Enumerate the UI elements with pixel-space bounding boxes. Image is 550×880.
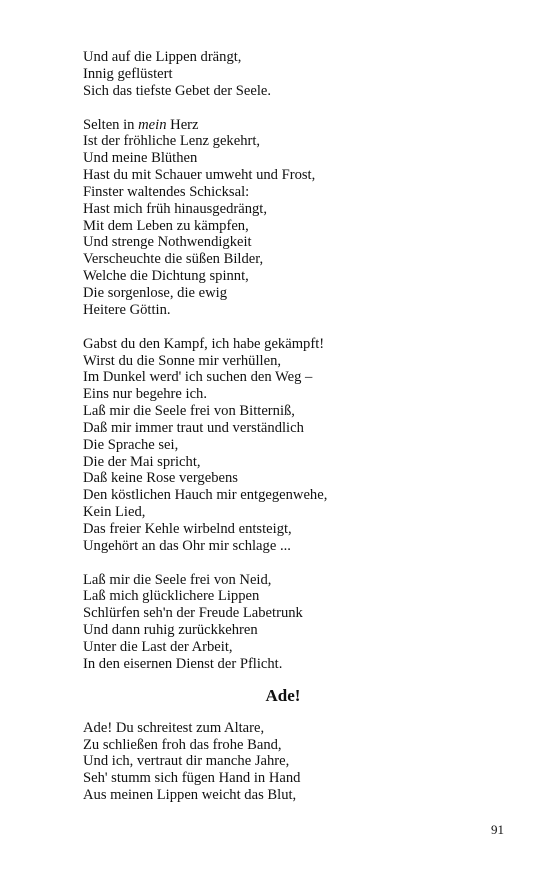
poem-line: Aus meinen Lippen weicht das Blut, [83,787,297,804]
poem-line: Hast mich früh hinausgedrängt, [83,200,267,217]
stanza-3 [83,336,483,555]
poem-line: Sich das tiefste Gebet der Seele. [83,82,272,99]
poem-line: Und dann ruhig zurückkehren [83,622,258,639]
poem-line: Wirst du die Sonne mir verhüllen, [83,352,282,369]
poem-line: Daß keine Rose vergebens [83,470,238,487]
poem-line: Den köstlichen Hauch mir entgegenwehe, [83,487,328,504]
poem-line: Die der Mai spricht, [83,453,201,470]
poem-line: Ungehört an das Ohr mir schlage ... [83,537,291,554]
poem-line: Im Dunkel werd' ich suchen den Weg – [83,369,313,386]
poem-line: Und strenge Nothwendigkeit [83,234,252,251]
poem-line: Kein Lied, [83,504,146,521]
stanza-2 [83,117,483,319]
poem-line: Ist der fröhliche Lenz gekehrt, [83,133,261,150]
poem-line: Innig geflüstert [83,65,173,82]
poem-line: Das freier Kehle wirbelnd entsteigt, [83,520,292,537]
poem-line: Daß mir immer traut und verständlich [83,419,304,436]
emphasized-word: mein [138,116,167,133]
poem-line: In den eisernen Dienst der Pflicht. [83,655,283,672]
poem-line: Hast du mit Schauer umweht und Frost, [83,167,316,184]
poem-line: Und ich, vertraut dir manche Jahre, [83,753,290,770]
poem-line [83,117,483,134]
poem-title: Ade! [265,685,301,705]
line-text: Herz [166,116,199,133]
poem-text [83,49,483,804]
stanza-ade-1 [83,720,483,804]
poem-line: Und auf die Lippen drängt, [83,49,242,65]
stanza-1 [83,49,483,100]
poem-line: Gabst du den Kampf, ich habe gekämpft! [83,335,325,352]
poem-line: Finster waltendes Schicksal: [83,183,250,200]
stanza-4 [83,572,483,673]
page-number: 91 [491,822,504,837]
poem-line: Laß mir die Seele frei von Bitterniß, [83,403,295,420]
line-text: Selten in [83,116,139,133]
poem-line: Verscheuchte die süßen Bilder, [83,251,264,268]
poem-line: Mit dem Leben zu kämpfen, [83,217,249,234]
poem-line: Unter die Last der Arbeit, [83,639,233,655]
poem-line: Zu schließen froh das frohe Band, [83,736,282,753]
poem-line: Und meine Blüthen [83,150,198,167]
poem-line: Schlürfen seh'n der Freude Labetrunk [83,605,303,622]
poem-line: Seh' stumm sich fügen Hand in Hand [83,770,301,787]
poem-line: Die Sprache sei, [83,436,179,453]
poem-line: Ade! Du schreitest zum Altare, [83,719,265,736]
poem-line: Die sorgenlose, die ewig [83,284,228,301]
poem-line: Eins nur begehre ich. [83,386,208,403]
poem-line: Laß mich glücklichere Lippen [83,588,260,605]
poem-line: Welche die Dichtung spinnt, [83,268,249,285]
poem-line: Heitere Göttin. [83,301,171,318]
poem-line: Laß mir die Seele frei von Neid, [83,571,272,588]
